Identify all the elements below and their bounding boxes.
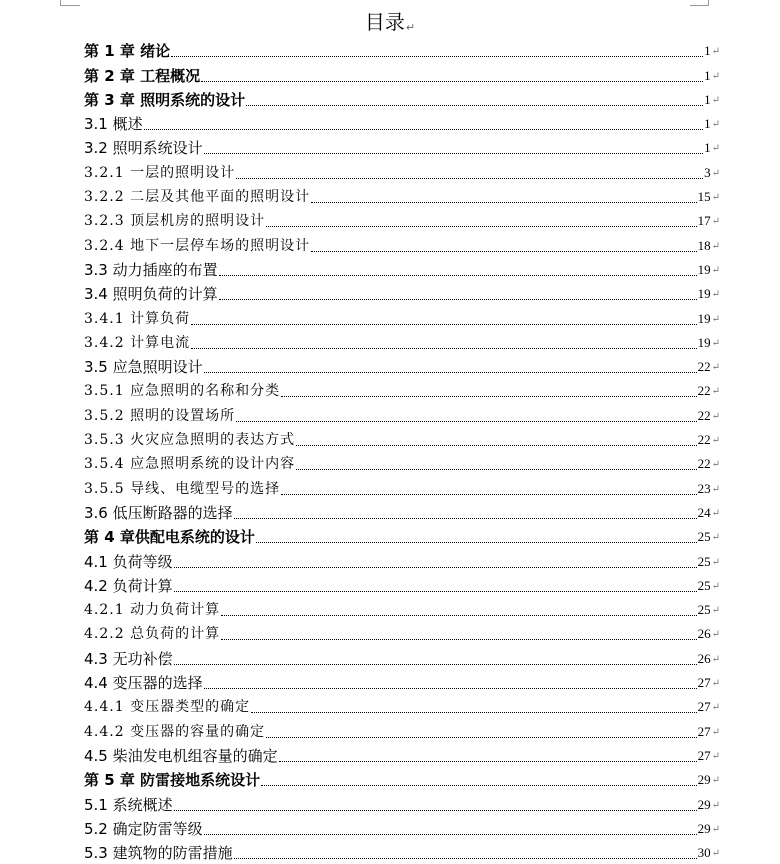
dot-leader <box>204 833 697 835</box>
toc-entry-page-number: 19 <box>697 334 711 350</box>
paragraph-mark-icon: ↵ <box>711 143 720 155</box>
toc-entry[interactable] <box>84 548 720 572</box>
paragraph-mark-icon: ↵ <box>711 799 720 811</box>
toc-entry-page-number: 27 <box>697 723 711 739</box>
table-of-contents <box>84 38 720 864</box>
paragraph-mark-icon: ↵ <box>711 556 720 568</box>
dot-leader <box>266 736 697 738</box>
dot-leader <box>204 687 697 689</box>
dot-leader <box>234 857 697 859</box>
toc-entry-page-number: 23 <box>697 480 711 496</box>
dot-leader <box>204 152 703 154</box>
dot-leader <box>311 201 697 203</box>
toc-entry-page-number: 25 <box>697 529 711 545</box>
dot-leader <box>281 395 697 397</box>
toc-entry[interactable] <box>84 378 720 402</box>
paragraph-mark-icon: ↵ <box>711 532 720 544</box>
toc-entry-label: 3.5.3 火灾应急照明的表达方式 <box>84 432 296 449</box>
dot-leader <box>251 711 697 713</box>
paragraph-mark-icon: ↵ <box>711 823 720 835</box>
toc-entry[interactable] <box>84 62 720 86</box>
toc-entry-label: 3.2.2 二层及其他平面的照明设计 <box>84 189 311 206</box>
dot-leader <box>236 420 697 422</box>
toc-entry[interactable] <box>84 670 720 694</box>
paragraph-mark-icon: ↵ <box>711 605 720 617</box>
toc-entry-label: 4.1 负荷等级 <box>84 552 173 571</box>
paragraph-mark-icon: ↵ <box>711 435 720 447</box>
toc-entry-page-number: 3 <box>704 164 711 180</box>
toc-entry-label: 第 2 章 工程概况 <box>84 66 201 85</box>
toc-entry[interactable] <box>84 402 720 426</box>
toc-entry-label: 3.5.5 导线、电缆型号的选择 <box>84 480 281 497</box>
toc-entry-page-number: 1 <box>704 91 711 107</box>
toc-entry[interactable] <box>84 184 720 208</box>
toc-entry-page-number: 15 <box>697 189 711 205</box>
toc-entry-label: 4.4.2 变压器的容量的确定 <box>84 723 266 740</box>
dot-leader <box>279 760 697 762</box>
toc-entry-label: 3.2 照明系统设计 <box>84 139 203 158</box>
paragraph-mark-icon: ↵ <box>711 410 720 422</box>
toc-entry-label: 3.1 概述 <box>84 115 143 134</box>
dot-leader <box>191 323 697 325</box>
toc-entry[interactable] <box>84 305 720 329</box>
paragraph-mark-icon: ↵ <box>711 653 720 665</box>
toc-entry-page-number: 29 <box>697 796 711 812</box>
dot-leader <box>221 614 697 616</box>
toc-entry-page-number: 17 <box>697 213 711 229</box>
dot-leader <box>144 128 703 130</box>
crop-mark-top-left <box>60 5 80 6</box>
paragraph-mark-icon: ↵ <box>711 459 720 471</box>
paragraph-mark-icon: ↵ <box>711 848 720 860</box>
toc-entry[interactable] <box>84 135 720 159</box>
toc-entry[interactable] <box>84 87 720 111</box>
dot-leader <box>219 298 697 300</box>
toc-entry[interactable] <box>84 524 720 548</box>
dot-leader <box>171 55 703 57</box>
dot-leader <box>281 493 697 495</box>
paragraph-mark-icon: ↵ <box>711 264 720 276</box>
toc-entry[interactable] <box>84 621 720 645</box>
toc-entry-label: 4.2.2 总负荷的计算 <box>84 626 221 643</box>
toc-entry-page-number: 26 <box>697 650 711 666</box>
paragraph-mark-icon: ↵ <box>711 629 720 641</box>
toc-entry-label: 4.2 负荷计算 <box>84 576 173 595</box>
toc-entry-label: 4.2.1 动力负荷计算 <box>84 602 221 619</box>
toc-entry-page-number: 29 <box>697 772 711 788</box>
toc-entry[interactable] <box>84 767 720 791</box>
toc-entry-page-number: 27 <box>697 675 711 691</box>
toc-entry-page-number: 25 <box>697 553 711 569</box>
toc-entry[interactable] <box>84 38 720 62</box>
toc-entry-page-number: 19 <box>697 261 711 277</box>
toc-entry[interactable] <box>84 816 720 840</box>
toc-entry-label: 第 5 章 防雷接地系统设计 <box>84 771 261 790</box>
paragraph-mark-icon: ↵ <box>711 289 720 301</box>
dot-leader <box>246 104 703 106</box>
toc-entry-label: 第 1 章 绪论 <box>84 42 171 61</box>
paragraph-mark-icon: ↵ <box>711 483 720 495</box>
paragraph-mark-icon: ↵ <box>711 192 720 204</box>
toc-entry-label: 第 4 章供配电系统的设计 <box>84 528 255 547</box>
toc-entry-label: 4.4 变压器的选择 <box>84 674 203 693</box>
dot-leader <box>174 809 697 811</box>
toc-entry-label: 3.5 应急照明设计 <box>84 358 203 377</box>
toc-entry-label: 3.2.3 顶层机房的照明设计 <box>84 213 266 230</box>
toc-entry[interactable] <box>84 743 720 767</box>
dot-leader <box>174 590 697 592</box>
toc-entry-page-number: 19 <box>697 310 711 326</box>
paragraph-mark-icon: ↵ <box>711 507 720 519</box>
toc-entry[interactable] <box>84 475 720 499</box>
paragraph-mark-icon: ↵ <box>711 580 720 592</box>
toc-entry-label: 3.6 低压断路器的选择 <box>84 503 233 522</box>
dot-leader <box>261 784 697 786</box>
dot-leader <box>174 663 697 665</box>
dot-leader <box>311 250 697 252</box>
dot-leader <box>221 638 697 640</box>
dot-leader <box>236 177 703 179</box>
toc-entry-label: 3.4.2 计算电流 <box>84 334 191 351</box>
paragraph-mark-icon: ↵ <box>711 775 720 787</box>
dot-leader <box>204 371 697 373</box>
paragraph-mark-icon: ↵ <box>711 702 720 714</box>
toc-entry[interactable] <box>84 330 720 354</box>
paragraph-mark-icon: ↵ <box>711 313 720 325</box>
paragraph-mark-icon: ↵ <box>711 726 720 738</box>
toc-entry[interactable] <box>84 111 720 135</box>
toc-entry[interactable] <box>84 257 720 281</box>
paragraph-mark-icon: ↵ <box>711 240 720 252</box>
toc-entry[interactable] <box>84 354 720 378</box>
paragraph-mark-icon: ↵ <box>711 94 720 106</box>
toc-entry[interactable] <box>84 500 720 524</box>
toc-entry-page-number: 19 <box>697 286 711 302</box>
paragraph-mark-icon: ↵ <box>711 386 720 398</box>
toc-entry[interactable] <box>84 597 720 621</box>
dot-leader <box>296 468 697 470</box>
toc-entry-label: 5.1 系统概述 <box>84 795 173 814</box>
toc-entry-label: 5.3 建筑物的防雷措施 <box>84 844 233 863</box>
paragraph-mark-icon: ↵ <box>711 337 720 349</box>
toc-entry-page-number: 30 <box>697 845 711 861</box>
toc-entry-page-number: 22 <box>697 432 711 448</box>
toc-entry-label: 第 3 章 照明系统的设计 <box>84 90 246 109</box>
toc-entry-page-number: 26 <box>697 626 711 642</box>
toc-entry[interactable] <box>84 451 720 475</box>
dot-leader <box>266 225 697 227</box>
paragraph-mark-icon: ↵ <box>711 216 720 228</box>
toc-entry-page-number: 1 <box>704 116 711 132</box>
toc-entry[interactable] <box>84 159 720 183</box>
toc-entry-page-number: 22 <box>697 456 711 472</box>
dot-leader <box>174 566 697 568</box>
toc-entry[interactable] <box>84 573 720 597</box>
toc-entry[interactable] <box>84 427 720 451</box>
toc-entry[interactable] <box>84 718 720 742</box>
paragraph-mark-icon: ↵ <box>711 70 720 82</box>
toc-entry-label: 3.2.1 一层的照明设计 <box>84 164 236 181</box>
paragraph-mark-icon: ↵ <box>711 167 720 179</box>
toc-entry-label: 3.4 照明负荷的计算 <box>84 285 218 304</box>
toc-entry-label: 4.3 无功补偿 <box>84 649 173 668</box>
toc-entry-label: 3.5.1 应急照明的名称和分类 <box>84 383 281 400</box>
toc-entry-page-number: 22 <box>697 359 711 375</box>
paragraph-mark-icon: ↵ <box>405 21 416 34</box>
toc-entry-label: 5.2 确定防雷等级 <box>84 819 203 838</box>
toc-entry-label: 3.3 动力插座的布置 <box>84 260 218 279</box>
toc-entry[interactable] <box>84 208 720 232</box>
crop-mark-top-right <box>690 5 709 6</box>
toc-entry-page-number: 22 <box>697 383 711 399</box>
dot-leader <box>256 541 697 543</box>
toc-entry-page-number: 18 <box>697 237 711 253</box>
paragraph-mark-icon: ↵ <box>711 362 720 374</box>
toc-entry-page-number: 1 <box>704 140 711 156</box>
dot-leader <box>201 80 703 82</box>
toc-entry-label: 3.4.1 计算负荷 <box>84 310 191 327</box>
toc-entry[interactable] <box>84 694 720 718</box>
dot-leader <box>234 517 697 519</box>
toc-entry-label: 3.5.2 照明的设置场所 <box>84 407 236 424</box>
toc-title: 目录 <box>364 10 405 34</box>
toc-entry-page-number: 1 <box>704 43 711 59</box>
paragraph-mark-icon: ↵ <box>711 119 720 131</box>
toc-entry-page-number: 1 <box>704 67 711 83</box>
toc-entry-label: 4.4.1 变压器类型的确定 <box>84 699 251 716</box>
toc-entry[interactable] <box>84 645 720 669</box>
toc-entry[interactable] <box>84 232 720 256</box>
paragraph-mark-icon: ↵ <box>711 678 720 690</box>
paragraph-mark-icon: ↵ <box>711 46 720 58</box>
toc-entry[interactable] <box>84 791 720 815</box>
toc-entry-page-number: 22 <box>697 407 711 423</box>
toc-entry-page-number: 25 <box>697 602 711 618</box>
toc-entry[interactable] <box>84 281 720 305</box>
toc-entry-label: 3.5.4 应急照明系统的设计内容 <box>84 456 296 473</box>
dot-leader <box>191 347 697 349</box>
toc-entry-page-number: 27 <box>697 699 711 715</box>
toc-entry-label: 4.5 柴油发电机组容量的确定 <box>84 746 278 765</box>
toc-entry-page-number: 29 <box>697 820 711 836</box>
toc-entry-page-number: 27 <box>697 747 711 763</box>
dot-leader <box>219 274 697 276</box>
paragraph-mark-icon: ↵ <box>711 750 720 762</box>
toc-entry-page-number: 24 <box>697 504 711 520</box>
toc-entry-page-number: 25 <box>697 577 711 593</box>
toc-entry-label: 3.2.4 地下一层停车场的照明设计 <box>84 237 311 254</box>
dot-leader <box>296 444 697 446</box>
toc-title-line <box>0 8 780 42</box>
